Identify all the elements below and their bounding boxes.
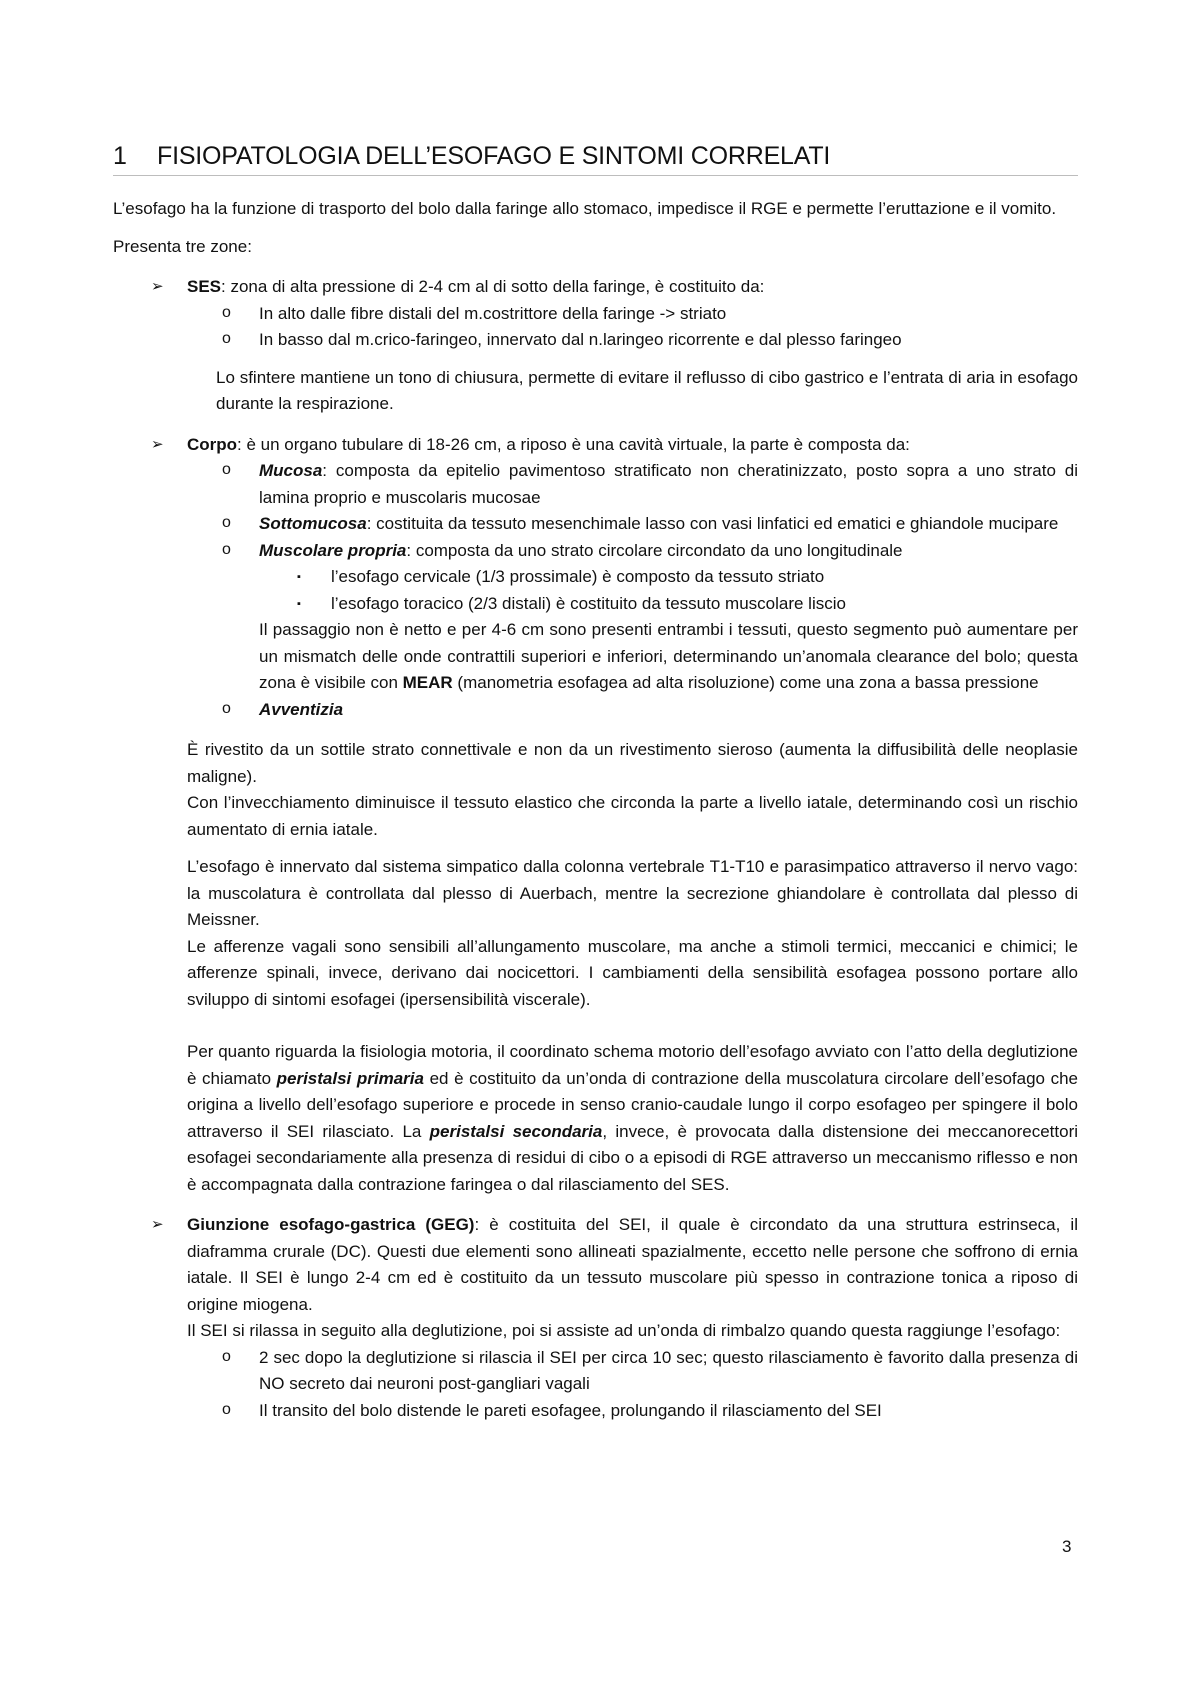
corpo-text: : è un organo tubulare di 18-26 cm, a riposo è una cavità virtuale, la parte è composta da: bbox=[237, 434, 910, 454]
square-bullet-icon: ▪ bbox=[297, 571, 301, 583]
arrow-bullet-icon: ➢ bbox=[151, 278, 164, 295]
corpo-paragraph: Le afferenze vagali sono sensibili all’allungamento muscolare, ma anche a stimoli termici, meccanici e chimici; le afferenze spinali, invece, derivano dai nocicettori. I cambiamenti della sensibilità esofagea possono portare allo sviluppo di sintomi esofagei (ipersensibilità viscerale). bbox=[187, 936, 1078, 1009]
ses-item-text: In alto dalle fibre distali del m.costrittore della faringe -> striato bbox=[259, 303, 727, 323]
peristalsi-text: ed è costituito da un’onda di contrazione della muscolatura circolare dell’esofago che origina a livello dell’esofago superiore e procede in senso cranio-caudale lungo il corpo esofageo per spingere il bolo attraverso il SEI rilasciato. La bbox=[187, 1068, 1078, 1141]
term-peristalsi-secondaria: peristalsi secondaria bbox=[429, 1121, 603, 1141]
list-item-geg bbox=[113, 1212, 1078, 1318]
term-mear: MEAR bbox=[402, 673, 453, 692]
intro-zones: Presenta tre zone: bbox=[113, 236, 252, 256]
muscolare-note-text: (manometria esofagea ad alta risoluzione) come una zona a bassa pressione bbox=[452, 673, 1039, 692]
peristalsi-text: , invece, è provocata dalla distensione dei meccanorecettori esofagei secondariamente alla presenza di residui di cibo o a episodi di RGE attraverso un meccanismo riflesso e non è accompagnata dalla contrazione faringea o dal rilasciamento del SES. bbox=[187, 1121, 1079, 1194]
list-item-mucosa bbox=[113, 458, 1078, 511]
term-corpo: Corpo bbox=[187, 434, 238, 454]
circle-bullet-icon: o bbox=[222, 1347, 231, 1365]
arrow-bullet-icon: ➢ bbox=[151, 1216, 164, 1233]
geg-item-text: 2 sec dopo la deglutizione si rilascia il SEI per circa 10 sec; questo rilasciamento è favorito dalla presenza di NO secreto dai neuroni post-gangliari vagali bbox=[259, 1347, 1078, 1393]
list-item bbox=[113, 327, 1078, 354]
muscolare-text: : composta da uno strato circolare circondato da uno longitudinale bbox=[406, 540, 903, 560]
ses-note: Lo sfintere mantiene un tono di chiusura, permette di evitare il reflusso di cibo gastrico e l’entrata di aria in esofago durante la respirazione. bbox=[216, 367, 1078, 413]
list-item-muscolare bbox=[113, 538, 1078, 565]
term-ses: SES bbox=[187, 277, 222, 296]
term-muscolare: Muscolare propria bbox=[259, 540, 407, 560]
corpo-paragraph: Con l’invecchiamento diminuisce il tessuto elastico che circonda la parte a livello iatale, determinando così un rischio aumentato di ernia iatale. bbox=[187, 793, 1078, 839]
list-item bbox=[113, 564, 1078, 591]
mucosa-text: : composta da epitelio pavimentoso stratificato non cheratinizzato, posto sopra a uno strato di lamina proprio e muscolaris mucosae bbox=[259, 461, 1078, 507]
section-heading bbox=[113, 142, 1078, 176]
list-item-corpo bbox=[113, 432, 1078, 459]
intro-paragraph: L’esofago ha la funzione di trasporto del bolo dalla faringe allo stomaco, impedisce il RGE e permette l’eruttazione e il vomito. bbox=[113, 199, 1057, 218]
list-item bbox=[113, 1345, 1078, 1398]
square-bullet-icon: ▪ bbox=[297, 597, 301, 610]
circle-bullet-icon: o bbox=[222, 1400, 231, 1418]
list-item bbox=[113, 591, 1078, 618]
list-item-avventizia bbox=[113, 697, 1078, 724]
section-title: FISIOPATOLOGIA DELL’ESOFAGO E SINTOMI CORRELATI bbox=[157, 142, 831, 170]
muscolare-item-text: l’esofago cervicale (1/3 prossimale) è composto da tessuto striato bbox=[331, 567, 825, 586]
term-sottomucosa: Sottomucosa bbox=[259, 514, 367, 533]
list-item bbox=[113, 301, 1078, 328]
term-peristalsi-primaria: peristalsi primaria bbox=[276, 1068, 424, 1088]
muscolare-note-text: Il passaggio non è netto e per 4-6 cm sono presenti entrambi i tessuti, questo segmento può aumentare per un mismatch delle onde contrattili superiori e inferiori, determinando un’anomala clearance del bolo; questa zona è visibile con bbox=[259, 620, 1078, 692]
arrow-bullet-icon: ➢ bbox=[151, 435, 164, 453]
muscolare-note bbox=[113, 617, 1078, 697]
circle-bullet-icon: o bbox=[222, 699, 231, 717]
document-body bbox=[113, 196, 1078, 1424]
list-item bbox=[113, 1398, 1078, 1425]
page-number: 3 bbox=[1062, 1537, 1072, 1556]
list-item-sottomucosa bbox=[113, 511, 1078, 538]
corpo-paragraph-peristalsi bbox=[113, 1039, 1078, 1198]
peristalsi-text: Per quanto riguarda la fisiologia motoria, il coordinato schema motorio dell’esofago avviato con l’atto della deglutizione è chiamato bbox=[187, 1042, 1078, 1088]
section-number: 1 bbox=[113, 142, 127, 170]
circle-bullet-icon: o bbox=[222, 330, 231, 347]
corpo-paragraph: L’esofago è innervato dal sistema simpatico dalla colonna vertebrale T1-T10 e parasimpatico attraverso il nervo vago: la muscolatura è controllata dal plesso di Auerbach, mentre la secrezione ghiandolare è controllata dal plesso di Meissner. bbox=[187, 857, 1078, 929]
list-item-ses bbox=[113, 274, 1078, 301]
ses-item-text: In basso dal m.crico-faringeo, innervato dal n.laringeo ricorrente e dal plesso faringeo bbox=[259, 330, 902, 349]
sottomucosa-text: : costituita da tessuto mesenchimale lasso con vasi linfatici ed ematici e ghiandole mucipare bbox=[366, 514, 1059, 533]
circle-bullet-icon: o bbox=[222, 303, 231, 321]
geg-paragraph: Il SEI si rilassa in seguito alla deglutizione, poi si assiste ad un’onda di rimbalzo quando questa raggiunge l’esofago: bbox=[187, 1321, 1061, 1340]
muscolare-item-text: l’esofago toracico (2/3 distali) è costituito da tessuto muscolare liscio bbox=[331, 593, 846, 613]
ses-text: : zona di alta pressione di 2-4 cm al di sotto della faringe, è costituito da: bbox=[221, 277, 765, 296]
circle-bullet-icon: o bbox=[222, 514, 231, 531]
circle-bullet-icon: o bbox=[222, 461, 231, 478]
term-avventizia: Avventizia bbox=[259, 699, 344, 719]
corpo-paragraph: È rivestito da un sottile strato connettivale e non da un rivestimento sieroso (aumenta la diffusibilità delle neoplasie maligne). bbox=[187, 740, 1078, 786]
geg-item-text: Il transito del bolo distende le pareti esofagee, prolungando il rilasciamento del SEI bbox=[259, 1400, 882, 1420]
term-geg: Giunzione esofago-gastrica (GEG) bbox=[187, 1215, 475, 1234]
term-mucosa: Mucosa bbox=[259, 461, 323, 480]
geg-text: : è costituita del SEI, il quale è circondato da una struttura estrinseca, il diaframma crurale (DC). Questi due elementi sono allineati spazialmente, eccetto nelle persone che soffrono di ernia iatale. Il SEI è lungo 2-4 cm ed è costituito da un tessuto muscolare più spesso in contrazione tonica a riposo di origine miogena. bbox=[187, 1215, 1078, 1314]
circle-bullet-icon: o bbox=[222, 540, 231, 558]
